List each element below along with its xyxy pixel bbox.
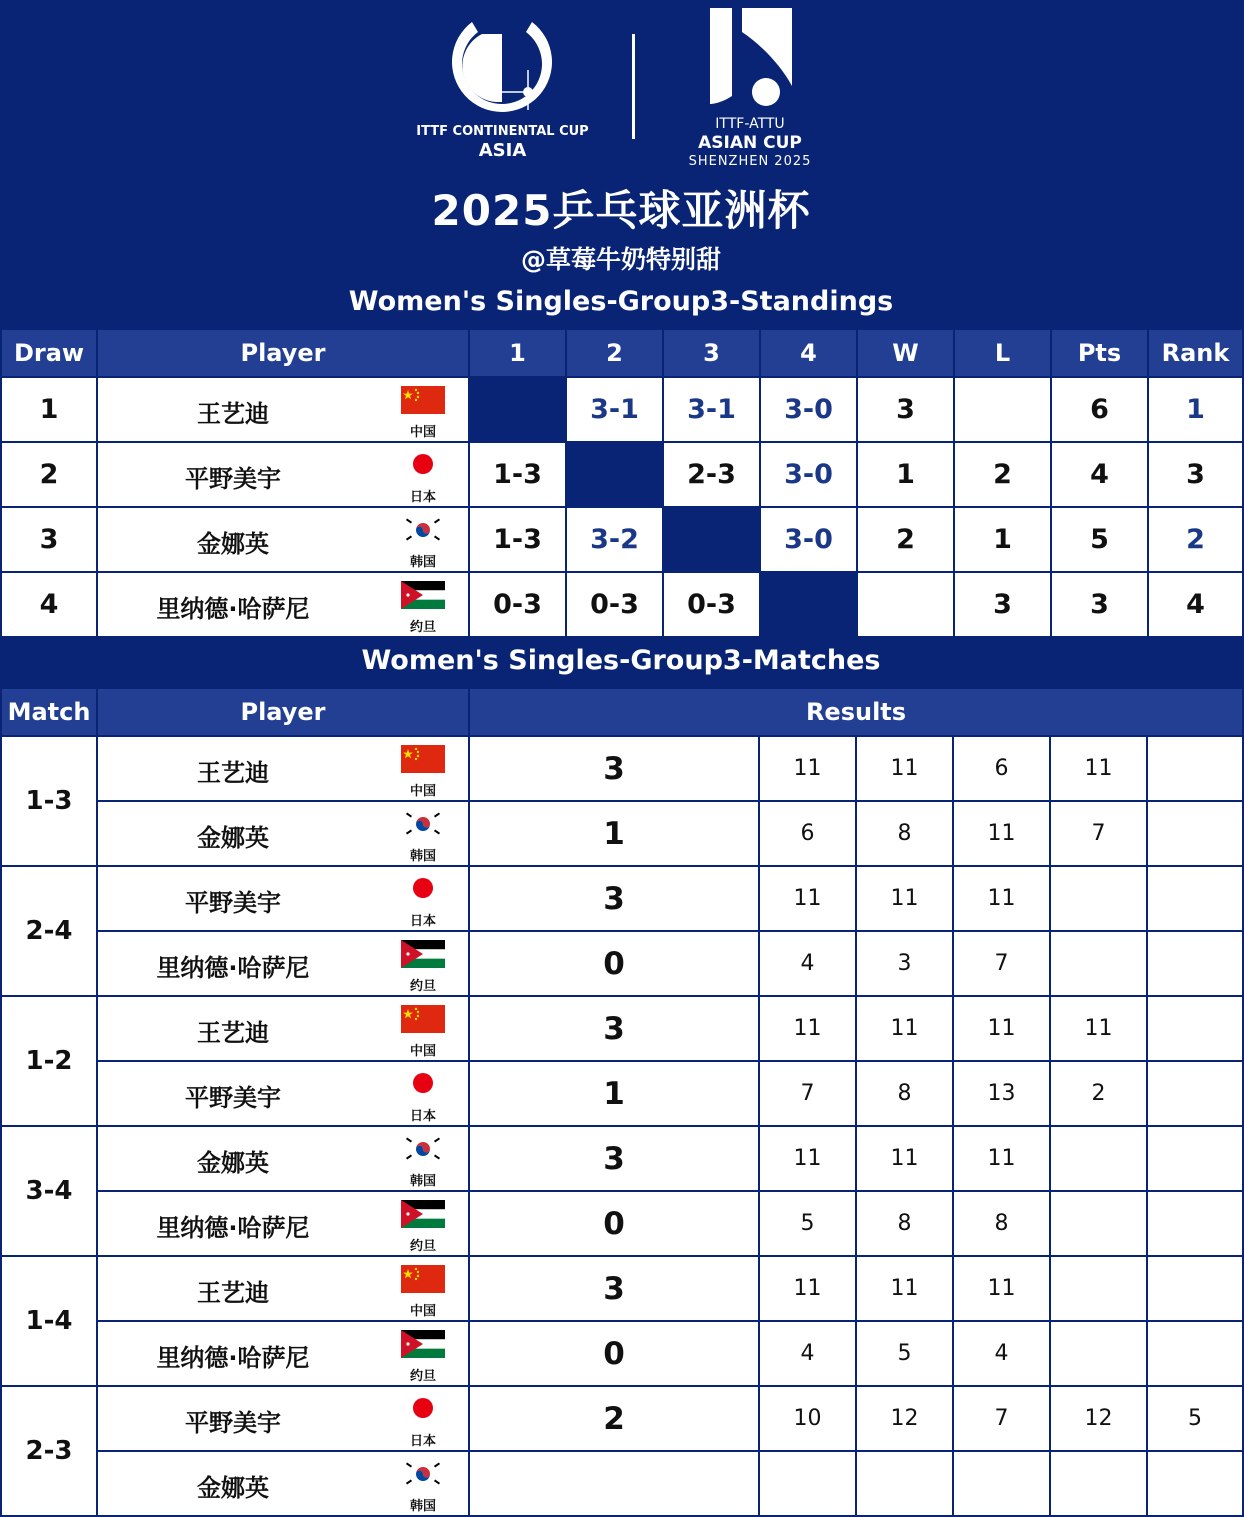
game-score: [1050, 931, 1147, 996]
match-row: [1, 866, 1243, 931]
standings-country-label: 韩国: [409, 555, 436, 570]
player-cell: [97, 507, 469, 572]
korea-flag-icon: [401, 516, 445, 544]
standings-col-header: Rank: [1148, 329, 1243, 377]
match-number: 3-4: [1, 1126, 97, 1256]
matches-col-header: Results: [469, 688, 1243, 736]
japan-flag-icon: [401, 875, 445, 903]
head-to-head-score: 0-3: [566, 572, 663, 637]
draw-number: 1: [1, 377, 97, 442]
match-row: [1, 1451, 1243, 1516]
game-score: 4: [759, 1321, 856, 1386]
game-score: 4: [759, 931, 856, 996]
standings-country-label: 中国: [409, 425, 436, 440]
player-cell: [97, 572, 469, 637]
points-count: 5: [1051, 507, 1148, 572]
points-count: 4: [1051, 442, 1148, 507]
match-row: [1, 1321, 1243, 1386]
head-to-head-score: 3-0: [760, 442, 857, 507]
rank-value: 1: [1148, 377, 1243, 442]
game-score: [1147, 1321, 1243, 1386]
game-score: 11: [856, 996, 953, 1061]
game-score: 11: [759, 1126, 856, 1191]
game-score: 11: [1050, 996, 1147, 1061]
game-score: 8: [856, 801, 953, 866]
match-total-score: 3: [469, 736, 759, 801]
game-score: [1147, 1256, 1243, 1321]
match-total-score: 3: [469, 1126, 759, 1191]
game-score: 5: [856, 1321, 953, 1386]
losses-count: [954, 377, 1051, 442]
match-player-name: 王艺迪: [197, 1279, 269, 1307]
points-count: 6: [1051, 377, 1148, 442]
game-score: 11: [856, 866, 953, 931]
player-cell: [97, 1256, 469, 1321]
match-row: [1, 931, 1243, 996]
match-total-score: 3: [469, 1256, 759, 1321]
game-score: 11: [953, 996, 1050, 1061]
game-score: 11: [759, 866, 856, 931]
game-score: 11: [856, 736, 953, 801]
logo-left-line1: ITTF CONTINENTAL CUP: [416, 124, 589, 139]
match-player-name: 里纳德·哈萨尼: [156, 954, 310, 982]
match-total-score: 3: [469, 866, 759, 931]
match-total-score: 0: [469, 1321, 759, 1386]
game-score: 13: [953, 1061, 1050, 1126]
match-row: [1, 1126, 1243, 1191]
game-score: 11: [759, 1256, 856, 1321]
head-to-head-score: [566, 442, 663, 507]
game-score: [1147, 931, 1243, 996]
head-to-head-score: 3-0: [760, 507, 857, 572]
head-to-head-score: [663, 507, 760, 572]
china-flag-icon: [401, 1005, 445, 1033]
wins-count: 1: [857, 442, 954, 507]
china-flag-icon: [401, 1265, 445, 1293]
game-score: 2: [1050, 1061, 1147, 1126]
game-score: 7: [759, 1061, 856, 1126]
standings-col-header: 4: [760, 329, 857, 377]
match-player-name: 王艺迪: [197, 759, 269, 787]
header: [0, 0, 1242, 328]
game-score: 11: [759, 996, 856, 1061]
game-score: [856, 1451, 953, 1516]
standings-player-name: 里纳德·哈萨尼: [156, 595, 310, 623]
standings-col-header: Pts: [1051, 329, 1148, 377]
game-score: 8: [953, 1191, 1050, 1256]
match-number: 1-2: [1, 996, 97, 1126]
game-score: 11: [953, 866, 1050, 931]
japan-flag-icon: [401, 1070, 445, 1098]
match-country-label: 中国: [409, 784, 436, 799]
match-row: [1, 1191, 1243, 1256]
standings-col-header: 2: [566, 329, 663, 377]
head-to-head-score: [469, 377, 566, 442]
head-to-head-score: 1-3: [469, 507, 566, 572]
match-row: [1, 801, 1243, 866]
player-cell: [97, 866, 469, 931]
logo-right-line2: ASIAN CUP: [698, 133, 802, 153]
standings-col-header: W: [857, 329, 954, 377]
game-score: [1050, 1191, 1147, 1256]
game-score: 11: [953, 801, 1050, 866]
game-score: [1050, 1126, 1147, 1191]
standings-player-name: 平野美宇: [185, 465, 281, 493]
game-score: [1147, 801, 1243, 866]
jordan-flag-icon: [401, 1330, 445, 1358]
match-row: [1, 1256, 1243, 1321]
match-total-score: 1: [469, 801, 759, 866]
match-country-label: 日本: [409, 1109, 436, 1124]
match-country-label: 韩国: [409, 1499, 436, 1514]
match-row: [1, 1386, 1243, 1451]
match-player-name: 里纳德·哈萨尼: [156, 1344, 310, 1372]
game-score: [1050, 866, 1147, 931]
player-cell: [97, 1191, 469, 1256]
matches-table: [0, 687, 1244, 1517]
head-to-head-score: 0-3: [663, 572, 760, 637]
standings-row: [1, 377, 1243, 442]
matches-col-header: Match: [1, 688, 97, 736]
game-score: [1147, 736, 1243, 801]
draw-number: 3: [1, 507, 97, 572]
logo-right-line3: SHENZHEN 2025: [688, 154, 812, 169]
game-score: [1147, 1061, 1243, 1126]
game-score: [1050, 1256, 1147, 1321]
korea-flag-icon: [401, 1135, 445, 1163]
game-score: [1147, 866, 1243, 931]
match-country-label: 韩国: [409, 1174, 436, 1189]
losses-count: 3: [954, 572, 1051, 637]
game-score: 8: [856, 1191, 953, 1256]
rank-value: 4: [1148, 572, 1243, 637]
jordan-flag-icon: [401, 940, 445, 968]
japan-flag-icon: [401, 1395, 445, 1423]
standings-player-name: 王艺迪: [197, 400, 269, 428]
standings-col-header: L: [954, 329, 1051, 377]
match-player-name: 金娜英: [197, 824, 269, 852]
match-number: 2-4: [1, 866, 97, 996]
match-country-label: 中国: [409, 1304, 436, 1319]
game-score: 5: [1147, 1386, 1243, 1451]
player-cell: [97, 1386, 469, 1451]
match-player-name: 金娜英: [197, 1149, 269, 1177]
head-to-head-score: 2-3: [663, 442, 760, 507]
game-score: 11: [953, 1256, 1050, 1321]
player-cell: [97, 996, 469, 1061]
game-score: 11: [856, 1126, 953, 1191]
match-total-score: 1: [469, 1061, 759, 1126]
match-total-score: 0: [469, 931, 759, 996]
wins-count: 2: [857, 507, 954, 572]
standings-player-name: 金娜英: [197, 530, 269, 558]
rank-value: 3: [1148, 442, 1243, 507]
match-country-label: 约旦: [409, 1369, 436, 1384]
match-country-label: 约旦: [409, 979, 436, 994]
match-row: [1, 1061, 1243, 1126]
standings-row: [1, 572, 1243, 637]
match-player-name: 平野美宇: [185, 1084, 281, 1112]
game-score: 10: [759, 1386, 856, 1451]
standings-col-header: Player: [97, 329, 469, 377]
game-score: [1147, 1126, 1243, 1191]
game-score: 5: [759, 1191, 856, 1256]
head-to-head-score: 1-3: [469, 442, 566, 507]
match-number: 1-4: [1, 1256, 97, 1386]
game-score: 3: [856, 931, 953, 996]
player-cell: [97, 801, 469, 866]
match-row: [1, 736, 1243, 801]
match-number: 1-3: [1, 736, 97, 866]
japan-flag-icon: [401, 451, 445, 479]
game-score: [759, 1451, 856, 1516]
player-cell: [97, 1061, 469, 1126]
game-score: 8: [856, 1061, 953, 1126]
game-score: [1050, 1321, 1147, 1386]
game-score: 6: [953, 736, 1050, 801]
standings-col-header: Draw: [1, 329, 97, 377]
game-score: 11: [953, 1126, 1050, 1191]
head-to-head-score: 0-3: [469, 572, 566, 637]
wins-count: 3: [857, 377, 954, 442]
points-count: 3: [1051, 572, 1148, 637]
match-player-name: 平野美宇: [185, 889, 281, 917]
jordan-flag-icon: [401, 1200, 445, 1228]
draw-number: 4: [1, 572, 97, 637]
player-cell: [97, 1126, 469, 1191]
game-score: [1147, 1451, 1243, 1516]
match-country-label: 中国: [409, 1044, 436, 1059]
matches-title: Women's Singles-Group3-Matches: [361, 645, 881, 676]
draw-number: 2: [1, 442, 97, 507]
game-score: [1147, 996, 1243, 1061]
logo-divider: [632, 34, 635, 139]
page-title: 2025乒乓球亚洲杯: [431, 186, 811, 235]
standings-country-label: 约旦: [409, 620, 436, 635]
match-number: 2-3: [1, 1386, 97, 1516]
matches-header-row: [1, 688, 1243, 736]
standings-col-header: 3: [663, 329, 760, 377]
game-score: 12: [856, 1386, 953, 1451]
standings-col-header: 1: [469, 329, 566, 377]
author-handle: @草莓牛奶特别甜: [520, 245, 721, 274]
game-score: [1050, 1451, 1147, 1516]
player-cell: [97, 1321, 469, 1386]
player-cell: [97, 736, 469, 801]
match-total-score: 3: [469, 996, 759, 1061]
match-player-name: 平野美宇: [185, 1409, 281, 1437]
china-flag-icon: [401, 745, 445, 773]
game-score: 11: [856, 1256, 953, 1321]
match-country-label: 日本: [409, 914, 436, 929]
game-score: 7: [953, 931, 1050, 996]
match-country-label: 约旦: [409, 1239, 436, 1254]
losses-count: 1: [954, 507, 1051, 572]
match-country-label: 韩国: [409, 849, 436, 864]
standings-country-label: 日本: [409, 490, 436, 505]
game-score: 12: [1050, 1386, 1147, 1451]
match-country-label: 日本: [409, 1434, 436, 1449]
game-score: 4: [953, 1321, 1050, 1386]
rank-value: 2: [1148, 507, 1243, 572]
player-cell: [97, 442, 469, 507]
logo-left-line2: ASIA: [478, 140, 527, 161]
game-score: 11: [1050, 736, 1147, 801]
matches-col-header: Player: [97, 688, 469, 736]
jordan-flag-icon: [401, 581, 445, 609]
wins-count: [857, 572, 954, 637]
match-row: [1, 996, 1243, 1061]
standings-title: Women's Singles-Group3-Standings: [348, 286, 894, 317]
match-player-name: 里纳德·哈萨尼: [156, 1214, 310, 1242]
game-score: 7: [1050, 801, 1147, 866]
korea-flag-icon: [401, 810, 445, 838]
head-to-head-score: 3-1: [663, 377, 760, 442]
standings-row: [1, 507, 1243, 572]
game-score: [953, 1451, 1050, 1516]
player-cell: [97, 1451, 469, 1516]
head-to-head-score: [760, 572, 857, 637]
logo-right-line1: ITTF-ATTU: [715, 116, 785, 132]
match-total-score: 0: [469, 1191, 759, 1256]
standings-table: [0, 328, 1244, 638]
game-score: 7: [953, 1386, 1050, 1451]
game-score: [1147, 1191, 1243, 1256]
losses-count: 2: [954, 442, 1051, 507]
game-score: 11: [759, 736, 856, 801]
game-score: 6: [759, 801, 856, 866]
match-player-name: 金娜英: [197, 1474, 269, 1502]
standings-header-row: [1, 329, 1243, 377]
player-cell: [97, 931, 469, 996]
player-cell: [97, 377, 469, 442]
match-player-name: 王艺迪: [197, 1019, 269, 1047]
china-flag-icon: [401, 386, 445, 414]
korea-flag-icon: [401, 1460, 445, 1488]
match-total-score: 2: [469, 1386, 759, 1451]
head-to-head-score: 3-1: [566, 377, 663, 442]
head-to-head-score: 3-0: [760, 377, 857, 442]
head-to-head-score: 3-2: [566, 507, 663, 572]
match-total-score: [469, 1451, 759, 1516]
standings-row: [1, 442, 1243, 507]
